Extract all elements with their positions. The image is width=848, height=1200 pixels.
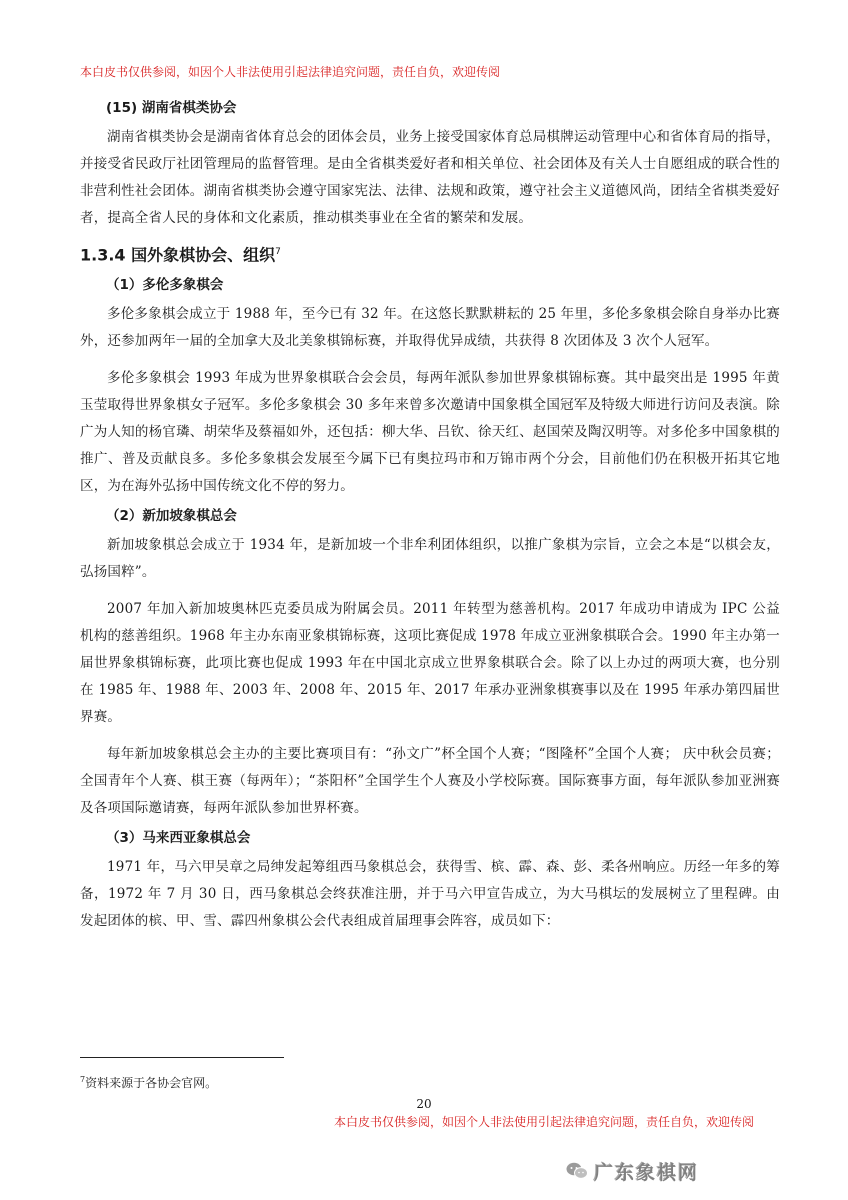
footnote (80, 1072, 217, 1091)
page-number: 20 (416, 1097, 432, 1111)
paragraph: 湖南省棋类协会是湖南省体育总会的团体会员，业务上接受国家体育总局棋牌运动管理中心和省体育局的指导，并接受省民政厅社团管理局的监督管理。是由全省棋类爱好者和相关单位、社会团体及有关人士自愿组成的联合性的非营利性社会团体。湖南省棋类协会遵守国家宪法、法律、法规和政策，遵守社会主义道德风尚，团结全省棋类爱好者，提高全省人民的身体和文化素质，推动棋类事业在全省的繁荣和发展。 (80, 129, 780, 226)
wechat-icon (566, 1162, 588, 1180)
paragraph: 2007 年加入新加坡奥林匹克委员成为附属会员。2011 年转型为慈善机构。2017 年成功申请成为 IPC 公益机构的慈善组织。1968 年主办东南亚象棋锦标赛，这项比赛促成 1978 年成立亚洲象棋联合会。1990 年主办第一届世界象棋锦标赛，此项比赛也促成 1993 年在中国北京成立世界象棋联合会。除了以上办过的两项大赛，也分别在 1985 年、1988 年、2003 年、2008 年、2015 年、2017 年承办亚洲象棋赛事以及在 1995 年承办第四届世界赛。 (80, 601, 780, 726)
section-title-text: 1.3.4 国外象棋协会、组织 (80, 245, 276, 265)
heading-malaysia: （3）马来西亚象棋总会 (106, 830, 251, 847)
footnote-divider (80, 1057, 284, 1058)
heading-toronto: （1）多伦多象棋会 (106, 277, 224, 294)
paragraph: 新加坡象棋总会成立于 1934 年，是新加坡一个非牟利团体组织，以推广象棋为宗旨，立会之本是“以棋会友，弘扬国粹”。 (80, 537, 780, 581)
watermark-text: 广东象棋网 (594, 1161, 700, 1184)
heading-hunan-association: (15) 湖南省棋类协会 (106, 100, 237, 116)
paragraph: 每年新加坡象棋总会主办的主要比赛项目有：“孙文广”杯全国个人赛；“图隆杯”全国个人赛； 庆中秋会员赛； 全国青年个人赛、棋王赛（每两年）；“茶阳杯”全国学生个人赛及小学校际赛。国际赛事方面，每年派队参加亚洲赛及各项国际邀请赛，每两年派队参加世界杯赛。 (80, 746, 780, 817)
page-content (80, 98, 780, 935)
paragraph: 多伦多象棋会成立于 1988 年，至今已有 32 年。在这悠长默默耕耘的 25 年里，多伦多象棋会除自身举办比赛外，还参加两年一届的全加拿大及北美象棋锦标赛，并取得优异成绩，共获得 8 次团体及 3 次个人冠军。 (80, 306, 780, 350)
footnote-mark: 7 (80, 1075, 86, 1084)
paragraph: 多伦多象棋会 1993 年成为世界象棋联合会会员，每两年派队参加世界象棋锦标赛。其中最突出是 1995 年黄玉莹取得世界象棋女子冠军。多伦多象棋会 30 多年来曾多次邀请中国象棋全国冠军及特级大师进行访问及表演。除广为人知的杨官璘、胡荣华及蔡福如外，还包括：柳大华、吕钦、徐天红、赵国荣及陶汉明等。对多伦多中国象棋的推广、普及贡献良多。多伦多象棋会发展至今属下已有奥拉玛市和万锦市两个分会，目前他们仍在积极开拓其它地区，为在海外弘扬中国传统文化不停的努力。 (80, 370, 780, 495)
footer-disclaimer: 本白皮书仅供参阅，如因个人非法使用引起法律追究问题，责任自负，欢迎传阅 (334, 1115, 755, 1129)
footnote-text: 资料来源于各协会官网。 (85, 1076, 218, 1090)
heading-singapore: （2）新加坡象棋总会 (106, 508, 237, 525)
watermark (566, 1158, 699, 1184)
section-title-foreign-associations (80, 240, 780, 267)
header-disclaimer: 本白皮书仅供参阅，如因个人非法使用引起法律追究问题，责任自负，欢迎传阅 (80, 65, 501, 79)
footnote-reference[interactable]: 7 (275, 247, 281, 257)
paragraph: 1971 年，马六甲吴章之局绅发起筹组西马象棋总会，获得雪、槟、霹、森、彭、柔各州响应。历经一年多的筹备，1972 年 7 月 30 日，西马象棋总会终获准注册，并于马六甲宣告成立，为大马棋坛的发展树立了里程碑。由发起团体的槟、甲、雪、霹四州象棋公会代表组成首届理事会阵容，成员如下： (80, 859, 780, 930)
